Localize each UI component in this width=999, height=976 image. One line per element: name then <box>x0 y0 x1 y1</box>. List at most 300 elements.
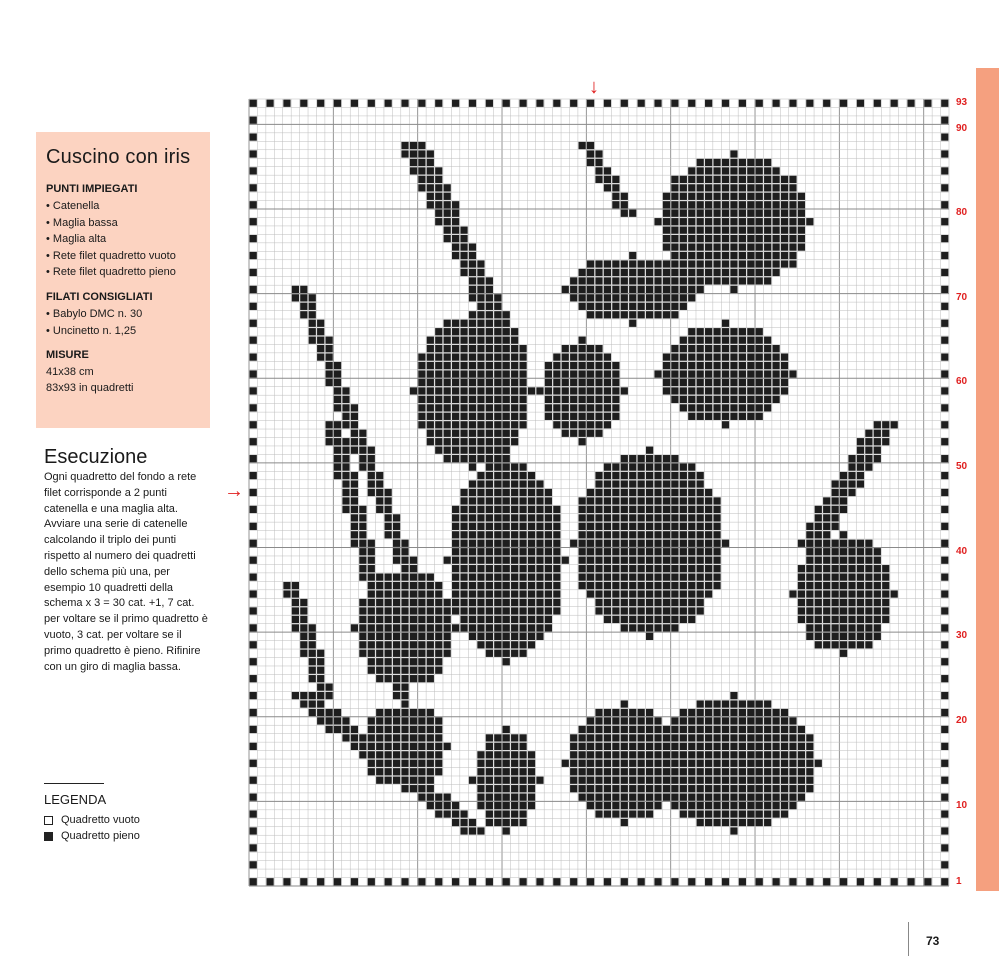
filled-square <box>612 387 619 394</box>
filled-square <box>427 184 434 191</box>
filled-square <box>671 303 678 310</box>
filled-square <box>469 404 476 411</box>
filled-square <box>309 337 316 344</box>
filled-square <box>764 794 771 801</box>
filled-square <box>418 176 425 183</box>
filled-square <box>435 599 442 606</box>
filled-square <box>519 413 526 420</box>
filled-square <box>528 785 535 792</box>
filled-square <box>840 497 847 504</box>
filled-square <box>579 557 586 564</box>
filled-square <box>444 227 451 234</box>
filled-square <box>848 590 855 597</box>
filled-square <box>309 692 316 699</box>
filled-square <box>815 641 822 648</box>
filled-square <box>393 616 400 623</box>
filled-square <box>857 438 864 445</box>
filled-square <box>351 480 358 487</box>
filled-square <box>519 506 526 513</box>
filled-square <box>579 387 586 394</box>
filled-square <box>671 734 678 741</box>
filled-square <box>848 480 855 487</box>
filled-square <box>713 337 720 344</box>
filled-square <box>359 557 366 564</box>
filled-square <box>595 548 602 555</box>
filled-square <box>427 768 434 775</box>
filled-square <box>469 421 476 428</box>
filled-square <box>764 751 771 758</box>
filled-square <box>941 455 948 462</box>
filled-square <box>250 337 257 344</box>
filled-square <box>250 167 257 174</box>
row-label: 1 <box>956 875 962 887</box>
list-item: • Rete filet quadretto vuoto <box>46 248 200 265</box>
filled-square <box>722 345 729 352</box>
filled-square <box>857 616 864 623</box>
filled-square <box>646 590 653 597</box>
filled-square <box>646 794 653 801</box>
filled-square <box>941 150 948 157</box>
filled-square <box>385 717 392 724</box>
filled-square <box>410 599 417 606</box>
filled-square <box>317 700 324 707</box>
filled-square <box>351 734 358 741</box>
filled-square <box>646 463 653 470</box>
filled-square <box>477 590 484 597</box>
filled-square <box>722 184 729 191</box>
filled-square <box>789 751 796 758</box>
filled-square <box>368 768 375 775</box>
filled-square <box>435 201 442 208</box>
filled-square <box>410 167 417 174</box>
filled-square <box>848 472 855 479</box>
filled-square <box>494 760 501 767</box>
filled-square <box>486 582 493 589</box>
filled-square <box>772 243 779 250</box>
filled-square <box>730 734 737 741</box>
filled-square <box>806 218 813 225</box>
filled-square <box>452 557 459 564</box>
filled-square <box>410 590 417 597</box>
filled-square <box>697 252 704 259</box>
filled-square <box>638 531 645 538</box>
filled-square <box>722 243 729 250</box>
filled-square <box>579 514 586 521</box>
filled-square <box>663 726 670 733</box>
filled-square <box>385 760 392 767</box>
filled-square <box>941 286 948 293</box>
filled-square <box>494 353 501 360</box>
filled-square <box>536 489 543 496</box>
filled-square <box>646 294 653 301</box>
filled-square <box>469 480 476 487</box>
filled-square <box>638 573 645 580</box>
filled-square <box>806 565 813 572</box>
filled-square <box>629 590 636 597</box>
filled-square <box>629 709 636 716</box>
filled-square <box>460 590 467 597</box>
filled-square <box>823 523 830 530</box>
filled-square <box>536 100 543 107</box>
filled-square <box>401 573 408 580</box>
filled-square <box>570 430 577 437</box>
filled-square <box>688 573 695 580</box>
filled-square <box>536 557 543 564</box>
filled-square <box>385 506 392 513</box>
filled-square <box>595 387 602 394</box>
filled-square <box>418 785 425 792</box>
filled-square <box>545 557 552 564</box>
filled-square <box>334 717 341 724</box>
filled-square <box>705 785 712 792</box>
filled-square <box>359 650 366 657</box>
filled-square <box>283 590 290 597</box>
filled-square <box>772 176 779 183</box>
filled-square <box>688 370 695 377</box>
filled-square <box>486 650 493 657</box>
list-item: • Catenella <box>46 198 200 215</box>
filled-square <box>612 506 619 513</box>
filled-square <box>528 557 535 564</box>
filled-square <box>477 616 484 623</box>
filled-square <box>376 624 383 631</box>
filled-square <box>705 523 712 530</box>
filled-square <box>385 497 392 504</box>
filled-square <box>503 540 510 547</box>
filled-square <box>376 768 383 775</box>
filled-square <box>756 878 763 885</box>
filled-square <box>427 167 434 174</box>
filled-square <box>435 650 442 657</box>
filled-square <box>638 810 645 817</box>
filled-square <box>368 616 375 623</box>
filled-square <box>713 243 720 250</box>
filled-square <box>368 480 375 487</box>
filled-square <box>317 684 324 691</box>
filled-square <box>587 294 594 301</box>
filled-square <box>621 573 628 580</box>
filled-square <box>418 362 425 369</box>
filled-square <box>865 438 872 445</box>
filled-square <box>638 277 645 284</box>
filled-square <box>536 565 543 572</box>
filled-square <box>494 514 501 521</box>
filled-square <box>469 463 476 470</box>
filled-square <box>595 150 602 157</box>
filled-square <box>722 337 729 344</box>
filled-square <box>427 650 434 657</box>
filled-square <box>739 269 746 276</box>
filled-square <box>764 210 771 217</box>
filled-square <box>671 785 678 792</box>
filled-square <box>697 573 704 580</box>
filled-square <box>486 413 493 420</box>
filled-square <box>772 785 779 792</box>
filled-square <box>789 227 796 234</box>
filled-square <box>671 379 678 386</box>
filled-square <box>477 320 484 327</box>
size-heading: MISURE <box>46 349 89 362</box>
filled-square <box>680 362 687 369</box>
filled-square <box>309 633 316 640</box>
filled-square <box>469 624 476 631</box>
filled-square <box>612 176 619 183</box>
filled-square <box>587 743 594 750</box>
filled-square <box>595 557 602 564</box>
filled-square <box>595 590 602 597</box>
filled-square <box>418 734 425 741</box>
filled-square <box>469 260 476 267</box>
filled-square <box>326 726 333 733</box>
filled-square <box>486 599 493 606</box>
filled-square <box>722 260 729 267</box>
filled-square <box>739 785 746 792</box>
filled-square <box>410 785 417 792</box>
filled-square <box>629 210 636 217</box>
filled-square <box>646 514 653 521</box>
filled-square <box>789 794 796 801</box>
filled-square <box>410 777 417 784</box>
filled-square <box>579 294 586 301</box>
filled-square <box>646 565 653 572</box>
filled-square <box>511 506 518 513</box>
filled-square <box>452 590 459 597</box>
filled-square <box>579 794 586 801</box>
filled-square <box>747 193 754 200</box>
filled-square <box>663 514 670 521</box>
filled-square <box>705 582 712 589</box>
filled-square <box>730 150 737 157</box>
filled-square <box>832 557 839 564</box>
filled-square <box>579 269 586 276</box>
filled-square <box>772 878 779 885</box>
filled-square <box>587 277 594 284</box>
filled-square <box>486 421 493 428</box>
filled-square <box>629 463 636 470</box>
filled-square <box>823 573 830 580</box>
filled-square <box>292 599 299 606</box>
filled-square <box>612 777 619 784</box>
filled-square <box>250 878 257 885</box>
filled-square <box>815 624 822 631</box>
filled-square <box>528 514 535 521</box>
filled-square <box>646 447 653 454</box>
filled-square <box>452 404 459 411</box>
filled-square <box>629 785 636 792</box>
filled-square <box>739 751 746 758</box>
filled-square <box>722 328 729 335</box>
filled-square <box>612 303 619 310</box>
filled-square <box>621 590 628 597</box>
filled-square <box>579 760 586 767</box>
filled-square <box>317 658 324 665</box>
filled-square <box>351 421 358 428</box>
filled-square <box>486 624 493 631</box>
filled-square <box>570 878 577 885</box>
filled-square <box>486 320 493 327</box>
filled-square <box>435 633 442 640</box>
filled-square <box>705 396 712 403</box>
filled-square <box>326 370 333 377</box>
filled-square <box>705 328 712 335</box>
filled-square <box>638 582 645 589</box>
filled-square <box>359 734 366 741</box>
filled-square <box>427 751 434 758</box>
filled-square <box>469 548 476 555</box>
filled-square <box>528 523 535 530</box>
filled-square <box>444 413 451 420</box>
filled-square <box>545 607 552 614</box>
filled-square <box>570 421 577 428</box>
filled-square <box>891 590 898 597</box>
filled-square <box>857 599 864 606</box>
filled-square <box>587 413 594 420</box>
filled-square <box>713 768 720 775</box>
filled-square <box>798 590 805 597</box>
filled-square <box>705 353 712 360</box>
filled-square <box>688 387 695 394</box>
filled-square <box>865 641 872 648</box>
filled-square <box>806 785 813 792</box>
filled-square <box>444 430 451 437</box>
filled-square <box>646 472 653 479</box>
filled-square <box>747 201 754 208</box>
filled-square <box>486 548 493 555</box>
filled-square <box>587 404 594 411</box>
filled-square <box>621 785 628 792</box>
filled-square <box>368 717 375 724</box>
filled-square <box>680 379 687 386</box>
filled-square <box>511 396 518 403</box>
filled-square <box>553 413 560 420</box>
filled-square <box>832 633 839 640</box>
filled-square <box>604 565 611 572</box>
filled-square <box>519 370 526 377</box>
filled-square <box>697 582 704 589</box>
filled-square <box>621 599 628 606</box>
filled-square <box>376 599 383 606</box>
filled-square <box>646 633 653 640</box>
filled-square <box>680 794 687 801</box>
filled-square <box>713 379 720 386</box>
filled-square <box>705 506 712 513</box>
filled-square <box>663 455 670 462</box>
filled-square <box>519 100 526 107</box>
filled-square <box>435 726 442 733</box>
filled-square <box>722 362 729 369</box>
filled-square <box>688 590 695 597</box>
filled-square <box>654 294 661 301</box>
filled-square <box>595 760 602 767</box>
filled-square <box>663 489 670 496</box>
filled-square <box>756 370 763 377</box>
filled-square <box>705 176 712 183</box>
filled-square <box>368 489 375 496</box>
filled-square <box>646 734 653 741</box>
filled-square <box>604 303 611 310</box>
filled-square <box>612 269 619 276</box>
filled-square <box>444 743 451 750</box>
filled-square <box>874 582 881 589</box>
filled-square <box>756 794 763 801</box>
filled-square <box>326 692 333 699</box>
filled-square <box>621 582 628 589</box>
filled-square <box>486 557 493 564</box>
filled-square <box>705 734 712 741</box>
filled-square <box>444 607 451 614</box>
filled-square <box>486 387 493 394</box>
filled-square <box>401 641 408 648</box>
filled-square <box>511 819 518 826</box>
filled-square <box>722 396 729 403</box>
filled-square <box>528 489 535 496</box>
filled-square <box>612 404 619 411</box>
filled-square <box>848 624 855 631</box>
filled-square <box>621 455 628 462</box>
filled-square <box>621 260 628 267</box>
filled-square <box>494 430 501 437</box>
filled-square <box>680 337 687 344</box>
filled-square <box>756 184 763 191</box>
filled-square <box>401 667 408 674</box>
filled-square <box>477 421 484 428</box>
filled-square <box>519 565 526 572</box>
filled-square <box>545 531 552 538</box>
filled-square <box>266 878 273 885</box>
filled-square <box>604 768 611 775</box>
filled-square <box>385 100 392 107</box>
filled-square <box>781 726 788 733</box>
filled-square <box>671 751 678 758</box>
filled-square <box>477 768 484 775</box>
filled-square <box>671 590 678 597</box>
filled-square <box>764 379 771 386</box>
filled-square <box>815 573 822 580</box>
filled-square <box>764 768 771 775</box>
list-item: • Maglia alta <box>46 231 200 248</box>
filled-square <box>857 447 864 454</box>
filled-square <box>460 421 467 428</box>
filled-square <box>663 193 670 200</box>
filled-square <box>486 878 493 885</box>
filled-square <box>907 100 914 107</box>
filled-square <box>545 540 552 547</box>
filled-square <box>612 590 619 597</box>
filled-square <box>621 734 628 741</box>
filled-square <box>671 573 678 580</box>
filled-square <box>595 472 602 479</box>
filled-square <box>882 438 889 445</box>
filled-square <box>545 362 552 369</box>
filled-square <box>587 303 594 310</box>
filled-square <box>587 531 594 538</box>
filled-square <box>680 751 687 758</box>
filled-square <box>663 379 670 386</box>
filled-square <box>511 540 518 547</box>
filled-square <box>452 573 459 580</box>
filled-square <box>638 497 645 504</box>
filled-square <box>376 590 383 597</box>
filled-square <box>351 743 358 750</box>
filled-square <box>351 514 358 521</box>
filled-square <box>519 599 526 606</box>
filled-square <box>334 404 341 411</box>
filled-square <box>764 734 771 741</box>
filled-square <box>460 413 467 420</box>
filled-square <box>494 497 501 504</box>
filled-square <box>882 421 889 428</box>
filled-square <box>519 463 526 470</box>
